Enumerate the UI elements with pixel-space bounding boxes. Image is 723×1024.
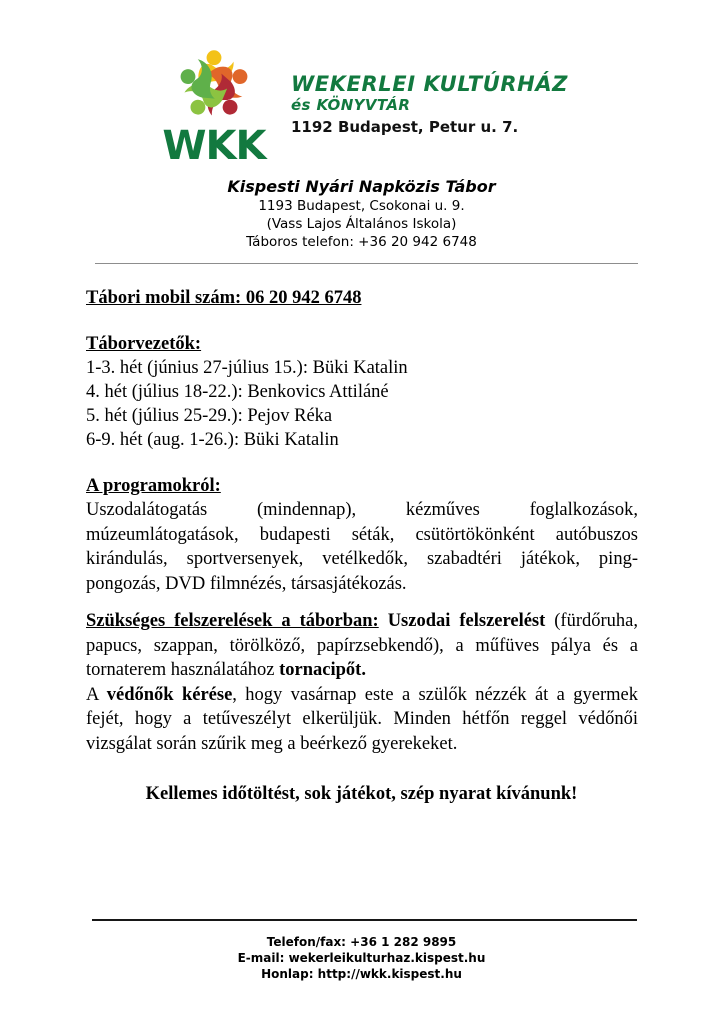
nurse-body: , hogy vasárnap este a szülők nézzék át a gyermek fejét, hogy a tetűveszélyt elkerüljük. Minden hétfőn reggel védőnői vizsgálat során szűrik meg a beérkező gyerekeket.: [86, 684, 638, 754]
nurse-paragraph: [86, 683, 638, 757]
logo-wordmark: WKK: [162, 123, 266, 169]
camp-phone: Táboros telefon: +36 20 942 6748: [246, 234, 477, 250]
programs-heading: A programokról:: [86, 476, 221, 496]
equipment-bold-lead: Uszodai felszerelést: [387, 611, 546, 631]
camp-title: Kispesti Nyári Napközis Tábor: [227, 177, 496, 196]
footer-email: E-mail: wekerleikulturhaz.kispest.hu: [237, 951, 486, 965]
equipment-bold-tail: tornacipőt.: [279, 660, 366, 680]
document-body: [86, 286, 638, 756]
leaders-row: 1-3. hét (június 27-július 15.): Büki Katalin: [86, 358, 408, 378]
footer-phone: Telefon/fax: +36 1 282 9895: [266, 935, 457, 949]
organization-address: 1192 Budapest, Petur u. 7.: [290, 118, 519, 136]
organization-name: WEKERLEI KULTÚRHÁZ: [290, 72, 569, 96]
header-divider: [95, 263, 638, 264]
equipment-paragraph: [86, 609, 638, 683]
camp-address: 1193 Budapest, Csokonai u. 9.: [258, 198, 465, 214]
camp-venue: (Vass Lajos Általános Iskola): [266, 216, 457, 232]
mobile-number-heading: Tábori mobil szám: 06 20 942 6748: [86, 288, 362, 308]
camp-header: [0, 176, 723, 251]
spacer: [86, 596, 638, 609]
organization-logo: [155, 46, 273, 169]
five-person-pinwheel-icon: [164, 46, 264, 128]
programs-body: Uszodalátogatás (mindennap), kézműves foglalkozások, múzeumlátogatások, budapesti séták, csütörtökönként autóbuszos kirándulás, sportversenyek, vetélkedők, szabadtéri játékok, ping-pongozás, DVD filmnézés, társasjátékozás.: [86, 500, 638, 594]
organization-name-second-line: és KÖNYVTÁR: [290, 96, 411, 114]
equipment-space: [379, 611, 388, 631]
spacer: [86, 452, 638, 474]
leaders-heading: Táborvezetők:: [86, 334, 202, 354]
footer-website: Honlap: http://wkk.kispest.hu: [261, 967, 462, 981]
equipment-heading: Szükséges felszerelések a táborban:: [86, 611, 379, 631]
closing-message: Kellemes időtöltést, sok játékot, szép nyarat kívánunk!: [145, 784, 578, 804]
letterhead: [0, 46, 723, 169]
spacer: [86, 310, 638, 332]
equipment-body-rest: (fürdőruha, papucs, szappan, törölköző, papírzsebkendő), a műfüves pálya és a tornaterem használatához: [86, 611, 638, 680]
leaders-row: 4. hét (július 18-22.): Benkovics Attiláné: [86, 382, 389, 402]
nurse-lead-bold: védőnők kérése: [106, 684, 233, 705]
leaders-row: 5. hét (július 25-29.): Pejov Réka: [86, 406, 333, 426]
nurse-lead-plain: A: [86, 684, 107, 705]
organization-identity: [291, 46, 568, 137]
footer-divider: [92, 919, 637, 921]
footer: [0, 934, 723, 982]
leaders-row: 6-9. hét (aug. 1-26.): Büki Katalin: [86, 430, 339, 450]
